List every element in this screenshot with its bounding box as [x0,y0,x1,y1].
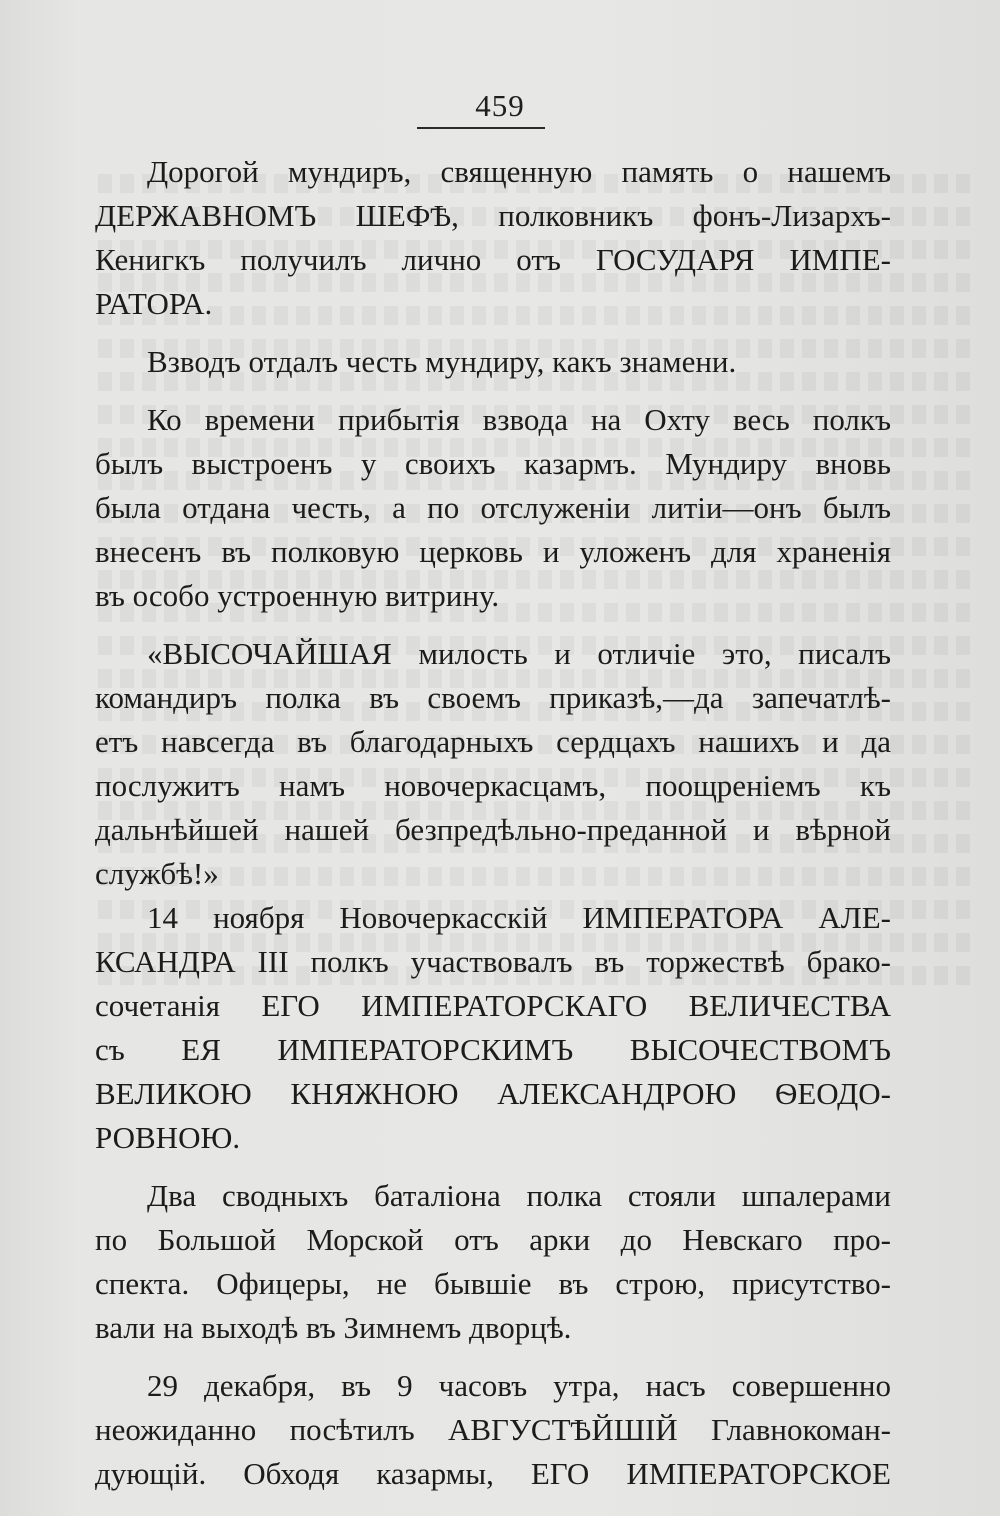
text-line: Два сводныхъ баталіона полка стояли шпалерами [147,1178,891,1213]
text-line: по Большой Морской отъ арки до Невскаго про- [95,1222,891,1257]
paragraph [95,150,891,326]
text-line: службѣ!» [95,856,219,891]
text-line: РОВНОЮ. [95,1120,241,1155]
text-line: Ко времени прибытія взвода на Охту весь полкъ [147,402,891,437]
page-number: 459 [475,88,525,123]
text-line: вали на выходѣ въ Зимнемъ дворцѣ. [95,1310,572,1345]
text-line: КСАНДРА III полкъ участвовалъ въ торжествѣ брако- [95,944,891,979]
text-line: Кенигкъ получилъ лично отъ ГОСУДАРЯ ИМПЕ- [95,242,891,277]
text-line: послужитъ намъ новочеркасцамъ, поощреніемъ къ [95,768,891,803]
text-line: 14 ноября Новочеркасскій ИМПЕРАТОРА АЛЕ- [147,900,891,935]
text-line: етъ навсегда въ благодарныхъ сердцахъ нашихъ и да [95,724,891,759]
text-line: съ ЕЯ ИМПЕРАТОРСКИМЪ ВЫСОЧЕСТВОМЪ [95,1032,891,1067]
header-rule [417,127,545,129]
text-line: Дорогой мундиръ, священную память о нашемъ [147,154,891,189]
paragraph [95,398,891,618]
text-line: спекта. Офицеры, не бывшіе въ строю, присутство- [95,1266,891,1301]
paragraph [95,340,891,384]
text-line: 29 декабря, въ 9 часовъ утра, насъ совершенно [147,1368,891,1403]
text-line: въ особо устроенную витрину. [95,578,500,613]
text-line: ДЕРЖАВНОМЪ ШЕФѢ, полковникъ фонъ-Лизархъ- [95,198,891,233]
paragraph [95,1364,891,1496]
paragraph [95,1174,891,1350]
text-line: «ВЫСОЧАЙШАЯ милость и отличіе это, писалъ [147,636,891,671]
text-line: дальнѣйшей нашей безпредѣльно-преданной и вѣрной [95,812,891,847]
paragraph [95,632,891,1160]
text-line: Взводъ отдалъ честь мундиру, какъ знамени. [147,344,737,379]
text-line: внесенъ въ полковую церковь и уложенъ для храненія [95,534,891,569]
body-text [95,150,891,1510]
text-line: командиръ полка въ своемъ приказѣ,—да запечатлѣ- [95,680,891,715]
text-line: дующій. Обходя казармы, ЕГО ИМПЕРАТОРСКОЕ [95,1456,891,1491]
text-line: былъ выстроенъ у своихъ казармъ. Мундиру вновь [95,446,891,481]
text-line: неожиданно посѣтилъ АВГУСТѢЙШІЙ Главнокоман- [95,1412,891,1447]
text-line: ВЕЛИКОЮ КНЯЖНОЮ АЛЕКСАНДРОЮ ѲЕОДО- [95,1076,891,1111]
text-line: сочетанія ЕГО ИМПЕРАТОРСКАГО ВЕЛИЧЕСТВА [95,988,891,1023]
text-line: РАТОРА. [95,286,213,321]
text-line: была отдана честь, а по отслуженіи литіи—онъ былъ [95,490,891,525]
